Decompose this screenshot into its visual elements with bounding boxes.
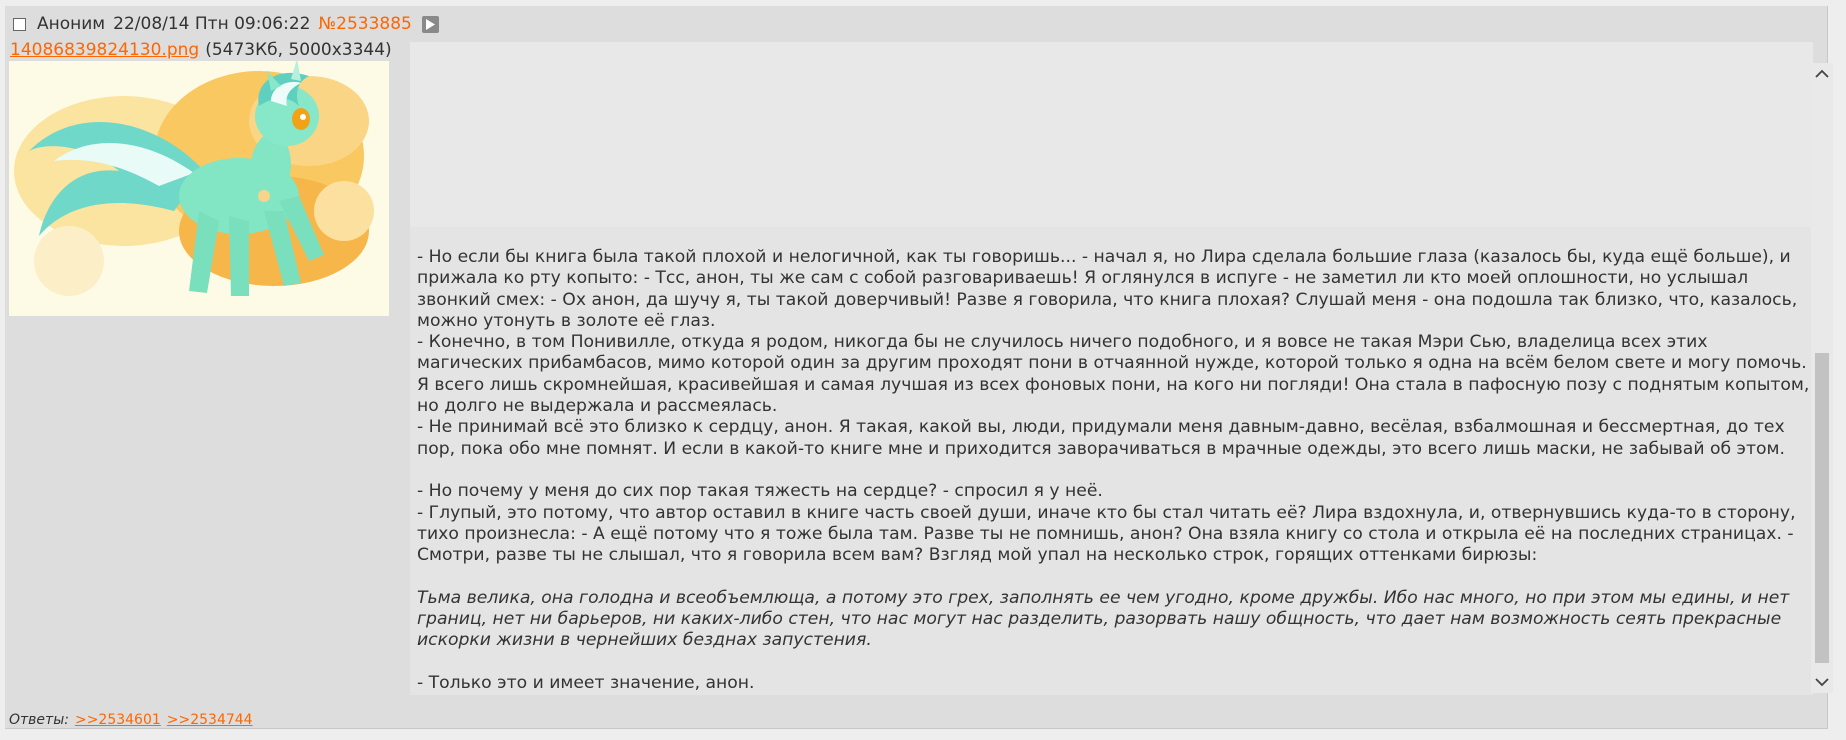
replies-label: Ответы: [9,712,69,728]
post [5,6,1828,729]
reply-link[interactable]: >>2534744 [166,712,253,728]
text-paragraph: - Только это и имеет значение, анон. [417,672,755,693]
file-meta: (5473Кб, 5000x3344) [205,40,392,60]
text-paragraph: - Конечно, в том Понивилле, откуда я родом, никогда бы не случилось ничего подобного, и я вовсе не такая Мэри Сью, владелица всех этих магических прибамбасов, мимо которой один за другим проходят пони в отчаянной нужде, которой только я одна на всём белом свете и могу помочь. Я всего лишь скромнейшая, красивейшая и самая лучшая из всех фоновых пони, на кого ни погляди! Она стала в пафосную позу с поднятым копытом, но долго не выдержала и рассмеялась. [417,332,1810,417]
scrollbar[interactable] [1811,63,1833,693]
post-text-frame [410,42,1813,695]
file-link[interactable]: 14086839824130.png [10,40,200,60]
blank-area [410,42,1813,227]
chevron-up-icon[interactable] [1811,63,1833,85]
select-post-checkbox[interactable] [13,18,26,31]
text-paragraph: - Глупый, это потому, что автор оставил в книге часть своей души, иначе кто бы стал читать её? Лира вздохнула, и, отвернувшись куда-то в сторону, тихо произнесла: - А ещё потому что я тоже была там. Разве ты не помнишь, анон? Она взяла книгу со стола и открыла её на последних страницах. - Смотри, разве ты не слышал, что я говорила всем вам? Взгляд мой упал на несколько строк, горящих оттенками бирюзы: [417,502,1796,566]
play-icon[interactable] [422,16,439,33]
text-paragraph: - Но если бы книга была такой плохой и нелогичной, как ты говоришь... - начал я, но Лира сделала большие глаза (казалось бы, куда ещё больше), и прижала ко рту копыто: - Тсс, анон, ты же сам с собой разговариваешь! Я оглянулся в испуге - не заметил ли кто моей оплошности, но услышал звонкий смех: - Ох анон, да шучу я, ты такой доверчивый! Разве я говорила, что книга плохая? Слушай меня - она подошла так близко, что, казалось, можно утонуть в золоте её глаз. [417,247,1798,331]
attachment-thumbnail[interactable] [9,61,389,316]
chevron-down-icon[interactable] [1811,671,1833,693]
reply-link[interactable]: >>2534601 [74,712,161,728]
text-paragraph: - Не принимай всё это близко к сердцу, анон. Я такая, какой вы, люди, придумали меня давным-давно, весёлая, взбалмошная и бессмертная, до тех пор, пока обо мне помнят. И если в какой-то книге мне и приходится заворачиваться в мрачные одежды, это всего лишь маски, не забывай об этом. [417,417,1785,459]
replies [9,712,253,728]
scrollbar-thumb[interactable] [1815,353,1829,663]
post-header [13,12,439,36]
post-number-link[interactable]: №2533885 [318,14,412,34]
file-info [10,39,392,61]
pony-illustration [9,61,389,316]
post-author: Аноним [37,14,106,34]
post-datetime: 22/08/14 Птн 09:06:22 [113,14,311,34]
italic-quote: Тьма велика, она голодна и всеобъемлюща, а потому это грех, заполнять ее чем угодно, кроме дружбы. Ибо нас много, но при этом мы едины, и нет границ, нет ни барьеров, ни каких-либо стен, что нас могут нас разделить, разорвать нашу общность, что дает нам возможность сеять прекрасные искорки жизни в чернейших безднах запустения. [417,587,1790,651]
text-paragraph: - Но почему у меня до сих пор такая тяжесть на сердце? - спросил я у неё. [417,481,1103,502]
post-text [417,247,1812,694]
